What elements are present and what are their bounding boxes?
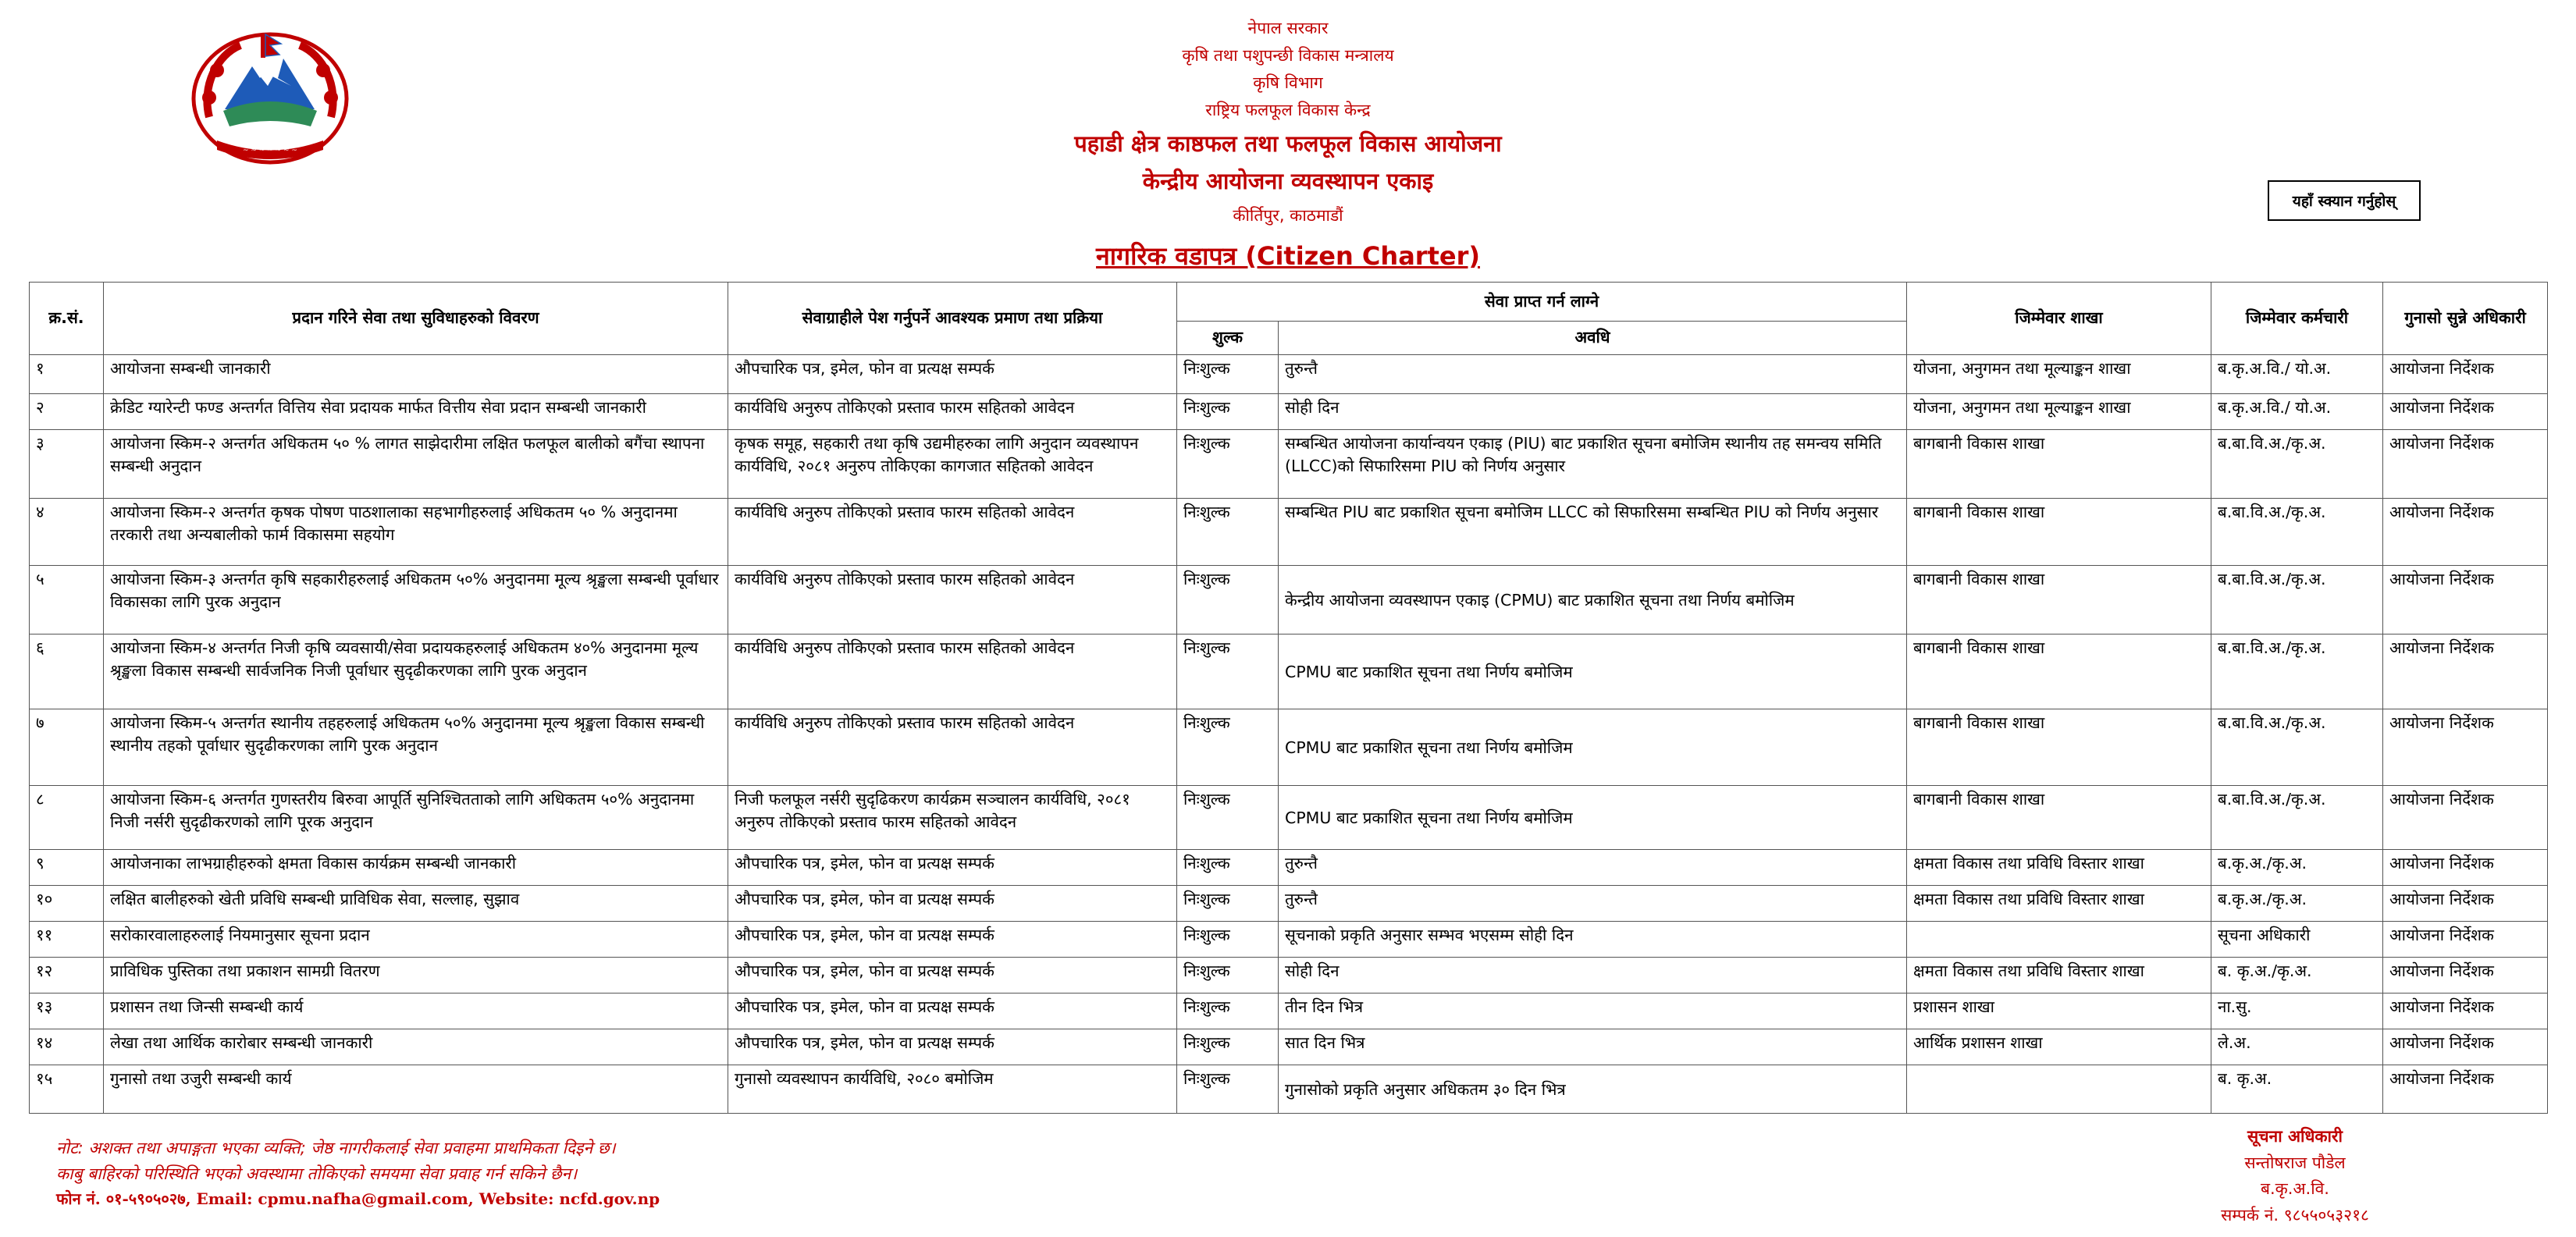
- row-service: आयोजनाका लाभग्राहीहरुको क्षमता विकास कार्यक्रम सम्बन्धी जानकारी: [104, 849, 728, 885]
- row-sn: १: [30, 354, 104, 393]
- row-sn: ४: [30, 498, 104, 565]
- row-fee: निःशुल्क: [1177, 885, 1279, 921]
- row-fee: निःशुल्क: [1177, 993, 1279, 1029]
- row-fee: निःशुल्क: [1177, 393, 1279, 429]
- row-fee: निःशुल्क: [1177, 957, 1279, 993]
- header-officer: जिम्मेवार कर्मचारी: [2211, 283, 2383, 355]
- row-grievance: आयोजना निर्देशक: [2383, 498, 2548, 565]
- row-sn: ३: [30, 429, 104, 498]
- row-branch: क्षमता विकास तथा प्रविधि विस्तार शाखा: [1907, 957, 2211, 993]
- citizen-charter-table: [29, 282, 2548, 1114]
- row-documents: औपचारिक पत्र, इमेल, फोन वा प्रत्यक्ष सम्पर्क: [728, 354, 1177, 393]
- row-service: आयोजना स्किम-६ अन्तर्गत गुणस्तरीय बिरुवा आपूर्ति सुनिश्चितताको लागि अधिकतम ५०% अनुदानमा निजी नर्सरी सुदृढीकरणको लागि पूरक अनुदान: [104, 785, 728, 849]
- row-fee: निःशुल्क: [1177, 1065, 1279, 1113]
- row-duration: सूचनाको प्रकृति अनुसार सम्भव भएसम्म सोही दिन: [1279, 921, 1907, 957]
- info-officer-name: सन्तोषराज पौडेल: [2244, 1153, 2346, 1172]
- info-officer-designation: ब.कृ.अ.वि.: [2261, 1179, 2329, 1199]
- table-row: [30, 1065, 2548, 1113]
- header-sn: क्र.सं.: [30, 283, 104, 355]
- row-sn: ९: [30, 849, 104, 885]
- row-officer: ब.बा.वि.अ./कृ.अ.: [2211, 565, 2383, 634]
- unit-title: केन्द्रीय आयोजना व्यवस्थापन एकाइ: [1142, 168, 1434, 194]
- row-fee: निःशुल्क: [1177, 849, 1279, 885]
- info-officer-block: [2147, 1124, 2443, 1228]
- header-branch: जिम्मेवार शाखा: [1907, 283, 2211, 355]
- row-documents: कार्यविधि अनुरुप तोकिएको प्रस्ताव फारम सहितको आवेदन: [728, 634, 1177, 709]
- row-grievance: आयोजना निर्देशक: [2383, 1065, 2548, 1113]
- row-branch: [1907, 1065, 2211, 1113]
- row-branch: क्षमता विकास तथा प्रविधि विस्तार शाखा: [1907, 849, 2211, 885]
- row-officer: ब.बा.वि.अ./कृ.अ.: [2211, 634, 2383, 709]
- row-service: आयोजना स्किम-३ अन्तर्गत कृषि सहकारीहरुलाई अधिकतम ५०% अनुदानमा मूल्य श्रृङ्खला सम्बन्धी पूर्वाधार विकासका लागि पुरक अनुदान: [104, 565, 728, 634]
- row-documents: औपचारिक पत्र, इमेल, फोन वा प्रत्यक्ष सम्पर्क: [728, 921, 1177, 957]
- table-row: [30, 885, 2548, 921]
- header-documents: सेवाग्राहीले पेश गर्नुपर्ने आवश्यक प्रमाण तथा प्रक्रिया: [728, 283, 1177, 355]
- row-officer: ब.बा.वि.अ./कृ.अ.: [2211, 429, 2383, 498]
- row-branch: बागबानी विकास शाखा: [1907, 429, 2211, 498]
- row-service: लेखा तथा आर्थिक कारोबार सम्बन्धी जानकारी: [104, 1029, 728, 1065]
- table-row: [30, 957, 2548, 993]
- row-officer: ब.बा.वि.अ./कृ.अ.: [2211, 498, 2383, 565]
- row-duration: सम्बन्धित PIU बाट प्रकाशित सूचना बमोजिम LLCC को सिफारिसमा सम्बन्धित PIU को निर्णय अनुसार: [1279, 498, 1907, 565]
- row-sn: १३: [30, 993, 104, 1029]
- note-line-2: काबु बाहिरको परिस्थिति भएको अवस्थामा तोकिएको समयमा सेवा प्रवाह गर्न सकिने छैन।: [56, 1164, 578, 1183]
- header-line-2: कृषि तथा पशुपन्छी विकास मन्त्रालय: [1182, 46, 1394, 65]
- row-documents: औपचारिक पत्र, इमेल, फोन वा प्रत्यक्ष सम्पर्क: [728, 1029, 1177, 1065]
- row-service: आयोजना स्किम-४ अन्तर्गत निजी कृषि व्यवसायी/सेवा प्रदायकहरुलाई अधिकतम ४०% अनुदानमा मूल्य श्रृङ्खला विकास सम्बन्धी सार्वजनिक निजी पूर्वाधार सुदृढीकरणका लागि पुरक अनुदान: [104, 634, 728, 709]
- row-fee: निःशुल्क: [1177, 565, 1279, 634]
- table-row: [30, 498, 2548, 565]
- row-grievance: आयोजना निर्देशक: [2383, 921, 2548, 957]
- footer-note: [56, 1136, 660, 1209]
- row-sn: १४: [30, 1029, 104, 1065]
- row-documents: कृषक समूह, सहकारी तथा कृषि उद्यमीहरुका लागि अनुदान व्यवस्थापन कार्यविधि, २०८१ अनुरुप तोकिएका कागजात सहितको आवेदन: [728, 429, 1177, 498]
- row-branch: बागबानी विकास शाखा: [1907, 565, 2211, 634]
- row-fee: निःशुल्क: [1177, 1029, 1279, 1065]
- row-grievance: आयोजना निर्देशक: [2383, 885, 2548, 921]
- row-duration: तुरुन्तै: [1279, 885, 1907, 921]
- row-service: आयोजना स्किम-२ अन्तर्गत कृषक पोषण पाठशालाका सहभागीहरुलाई अधिकतम ५० % अनुदानमा तरकारी तथा अन्यबालीको फार्म विकासमा सहयोग: [104, 498, 728, 565]
- row-branch: बागबानी विकास शाखा: [1907, 634, 2211, 709]
- table-row: [30, 429, 2548, 498]
- row-fee: निःशुल्क: [1177, 498, 1279, 565]
- row-officer: ब. कृ.अ.: [2211, 1065, 2383, 1113]
- nepal-government-emblem-icon: [186, 23, 354, 169]
- row-duration: केन्द्रीय आयोजना व्यवस्थापन एकाइ (CPMU) बाट प्रकाशित सूचना तथा निर्णय बमोजिम: [1279, 565, 1907, 634]
- table-row: [30, 634, 2548, 709]
- row-service: आयोजना स्किम-५ अन्तर्गत स्थानीय तहहरुलाई अधिकतम ५०% अनुदानमा मूल्य श्रृङ्खला विकास सम्बन्धी स्थानीय तहको पूर्वाधार सुदृढीकरणका लागि पुरक अनुदान: [104, 709, 728, 785]
- row-sn: १०: [30, 885, 104, 921]
- row-officer: ले.अ.: [2211, 1029, 2383, 1065]
- note-line-1: नोट: अशक्त तथा अपाङ्गता भएका व्यक्ति; जेष्ठ नागरीकलाई सेवा प्रवाहमा प्राथमिकता दिइने छ।: [56, 1139, 616, 1157]
- table-row: [30, 354, 2548, 393]
- row-grievance: आयोजना निर्देशक: [2383, 849, 2548, 885]
- row-officer: सूचना अधिकारी: [2211, 921, 2383, 957]
- row-sn: ११: [30, 921, 104, 957]
- row-documents: कार्यविधि अनुरुप तोकिएको प्रस्ताव फारम सहितको आवेदन: [728, 565, 1177, 634]
- row-branch: [1907, 921, 2211, 957]
- row-officer: ब. कृ.अ./कृ.अ.: [2211, 957, 2383, 993]
- row-sn: २: [30, 393, 104, 429]
- row-service: क्रेडिट ग्यारेन्टी फण्ड अन्तर्गत वित्तिय सेवा प्रदायक मार्फत वित्तीय सेवा प्रदान सम्बन्धी जानकारी: [104, 393, 728, 429]
- row-grievance: आयोजना निर्देशक: [2383, 709, 2548, 785]
- row-grievance: आयोजना निर्देशक: [2383, 393, 2548, 429]
- charter-title: नागरिक वडापत्र (Citizen Charter): [1096, 241, 1480, 271]
- row-service: प्राविधिक पुस्तिका तथा प्रकाशन सामग्री वितरण: [104, 957, 728, 993]
- row-duration: सोही दिन: [1279, 957, 1907, 993]
- row-duration: सात दिन भित्र: [1279, 1029, 1907, 1065]
- row-fee: निःशुल्क: [1177, 921, 1279, 957]
- svg-text:~ ~ ~ ~ ~ ~ ~: ~ ~ ~ ~ ~ ~ ~: [243, 147, 297, 155]
- row-fee: निःशुल्क: [1177, 429, 1279, 498]
- row-grievance: आयोजना निर्देशक: [2383, 993, 2548, 1029]
- header-service: प्रदान गरिने सेवा तथा सुविधाहरुको विवरण: [104, 283, 728, 355]
- contact-info: फोन नं. ०१-५९०५०२७, Email: cpmu.nafha@gmail.com, Website: ncfd.gov.np: [56, 1189, 660, 1209]
- row-service: आयोजना सम्बन्धी जानकारी: [104, 354, 728, 393]
- row-service: सरोकारवालाहरुलाई नियमानुसार सूचना प्रदान: [104, 921, 728, 957]
- header-grievance: गुनासो सुन्ने अधिकारी: [2383, 283, 2548, 355]
- row-officer: ब.कृ.अ./कृ.अ.: [2211, 885, 2383, 921]
- row-documents: औपचारिक पत्र, इमेल, फोन वा प्रत्यक्ष सम्पर्क: [728, 885, 1177, 921]
- row-duration: तीन दिन भित्र: [1279, 993, 1907, 1029]
- row-service: प्रशासन तथा जिन्सी सम्बन्धी कार्य: [104, 993, 728, 1029]
- row-officer: ब.बा.वि.अ./कृ.अ.: [2211, 785, 2383, 849]
- row-grievance: आयोजना निर्देशक: [2383, 634, 2548, 709]
- row-service: आयोजना स्किम-२ अन्तर्गत अधिकतम ५० % लागत साझेदारीमा लक्षित फलफूल बालीको बगैंचा स्थापना सम्बन्धी अनुदान: [104, 429, 728, 498]
- row-officer: ना.सु.: [2211, 993, 2383, 1029]
- row-fee: निःशुल्क: [1177, 634, 1279, 709]
- row-branch: योजना, अनुगमन तथा मूल्याङ्कन शाखा: [1907, 393, 2211, 429]
- row-fee: निःशुल्क: [1177, 785, 1279, 849]
- location: कीर्तिपुर, काठमाडौं: [1233, 206, 1343, 225]
- table-row: [30, 1029, 2548, 1065]
- row-duration: सोही दिन: [1279, 393, 1907, 429]
- header-fee: शुल्क: [1177, 322, 1279, 355]
- row-branch: बागबानी विकास शाखा: [1907, 785, 2211, 849]
- row-sn: १२: [30, 957, 104, 993]
- row-branch: प्रशासन शाखा: [1907, 993, 2211, 1029]
- row-branch: क्षमता विकास तथा प्रविधि विस्तार शाखा: [1907, 885, 2211, 921]
- table-row: [30, 921, 2548, 957]
- row-sn: ७: [30, 709, 104, 785]
- row-branch: योजना, अनुगमन तथा मूल्याङ्कन शाखा: [1907, 354, 2211, 393]
- row-branch: बागबानी विकास शाखा: [1907, 709, 2211, 785]
- row-duration: तुरुन्तै: [1279, 849, 1907, 885]
- row-officer: ब.कृ.अ./कृ.अ.: [2211, 849, 2383, 885]
- row-branch: बागबानी विकास शाखा: [1907, 498, 2211, 565]
- row-documents: गुनासो व्यवस्थापन कार्यविधि, २०८० बमोजिम: [728, 1065, 1177, 1113]
- table-row: [30, 393, 2548, 429]
- info-officer-contact: सम्पर्क नं. ९८५५०५३२१८: [2221, 1205, 2369, 1225]
- row-duration: सम्बन्धित आयोजना कार्यान्वयन एकाइ (PIU) बाट प्रकाशित सूचना बमोजिम स्थानीय तह समन्वय समिति (LLCC)को सिफारिसमा PIU को निर्णय अनुसार: [1279, 429, 1907, 498]
- row-grievance: आयोजना निर्देशक: [2383, 785, 2548, 849]
- row-grievance: आयोजना निर्देशक: [2383, 354, 2548, 393]
- row-duration: गुनासोको प्रकृति अनुसार अधिकतम ३० दिन भित्र: [1279, 1065, 1907, 1113]
- table-row: [30, 785, 2548, 849]
- header-duration: अवधि: [1279, 322, 1907, 355]
- row-documents: कार्यविधि अनुरुप तोकिएको प्रस्ताव फारम सहितको आवेदन: [728, 498, 1177, 565]
- row-service: गुनासो तथा उजुरी सम्बन्धी कार्य: [104, 1065, 728, 1113]
- row-service: लक्षित बालीहरुको खेती प्रविधि सम्बन्धी प्राविधिक सेवा, सल्लाह, सुझाव: [104, 885, 728, 921]
- row-sn: ५: [30, 565, 104, 634]
- table-row: [30, 565, 2548, 634]
- row-officer: ब.कृ.अ.वि./ यो.अ.: [2211, 393, 2383, 429]
- header-service-group: सेवा प्राप्त गर्न लाग्ने: [1177, 283, 1907, 322]
- row-duration: CPMU बाट प्रकाशित सूचना तथा निर्णय बमोजिम: [1279, 634, 1907, 709]
- row-branch: आर्थिक प्रशासन शाखा: [1907, 1029, 2211, 1065]
- row-documents: औपचारिक पत्र, इमेल, फोन वा प्रत्यक्ष सम्पर्क: [728, 849, 1177, 885]
- row-sn: ८: [30, 785, 104, 849]
- row-officer: ब.बा.वि.अ./कृ.अ.: [2211, 709, 2383, 785]
- row-sn: १५: [30, 1065, 104, 1113]
- table-row: [30, 993, 2548, 1029]
- header-line-4: राष्ट्रिय फलफूल विकास केन्द्र: [1205, 101, 1371, 119]
- scan-here-box[interactable]: यहाँ स्क्यान गर्नुहोस्: [2268, 180, 2421, 221]
- header-line-3: कृषि विभाग: [1253, 73, 1323, 92]
- table-row: [30, 709, 2548, 785]
- row-officer: ब.कृ.अ.वि./ यो.अ.: [2211, 354, 2383, 393]
- row-documents: कार्यविधि अनुरुप तोकिएको प्रस्ताव फारम सहितको आवेदन: [728, 709, 1177, 785]
- row-grievance: आयोजना निर्देशक: [2383, 957, 2548, 993]
- row-fee: निःशुल्क: [1177, 709, 1279, 785]
- row-duration: CPMU बाट प्रकाशित सूचना तथा निर्णय बमोजिम: [1279, 785, 1907, 849]
- row-grievance: आयोजना निर्देशक: [2383, 429, 2548, 498]
- row-documents: औपचारिक पत्र, इमेल, फोन वा प्रत्यक्ष सम्पर्क: [728, 993, 1177, 1029]
- table-row: [30, 849, 2548, 885]
- row-grievance: आयोजना निर्देशक: [2383, 565, 2548, 634]
- row-documents: औपचारिक पत्र, इमेल, फोन वा प्रत्यक्ष सम्पर्क: [728, 957, 1177, 993]
- project-title: पहाडी क्षेत्र काष्ठफल तथा फलफूल विकास आयोजना: [1074, 130, 1502, 157]
- row-documents: निजी फलफूल नर्सरी सुदृढिकरण कार्यक्रम सञ्चालन कार्यविधि, २०८१ अनुरुप तोकिएको प्रस्ताव फारम सहितको आवेदन: [728, 785, 1177, 849]
- row-duration: CPMU बाट प्रकाशित सूचना तथा निर्णय बमोजिम: [1279, 709, 1907, 785]
- info-officer-title: सूचना अधिकारी: [2247, 1127, 2343, 1146]
- row-duration: तुरुन्तै: [1279, 354, 1907, 393]
- row-documents: कार्यविधि अनुरुप तोकिएको प्रस्ताव फारम सहितको आवेदन: [728, 393, 1177, 429]
- header-line-1: नेपाल सरकार: [1247, 19, 1329, 37]
- row-fee: निःशुल्क: [1177, 354, 1279, 393]
- row-sn: ६: [30, 634, 104, 709]
- row-grievance: आयोजना निर्देशक: [2383, 1029, 2548, 1065]
